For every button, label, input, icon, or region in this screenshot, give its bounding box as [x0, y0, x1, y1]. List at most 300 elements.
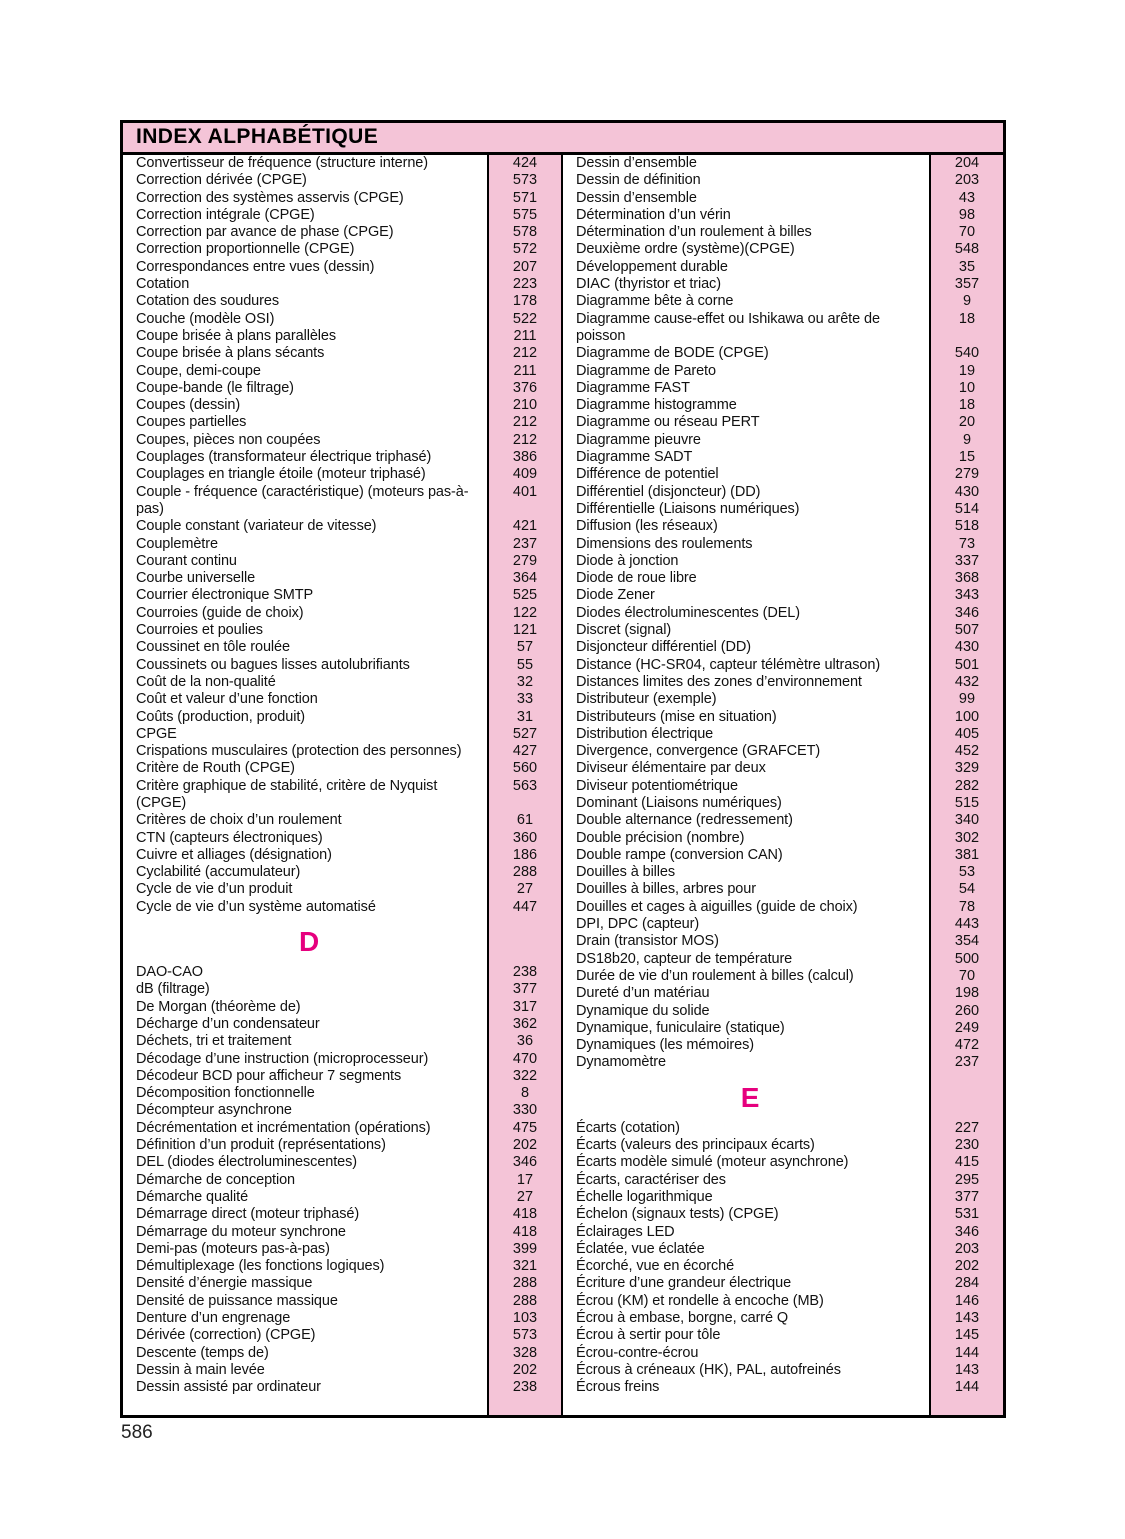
entry-text: Différentielle (Liaisons numériques): [576, 500, 800, 517]
index-entry-row: [563, 1293, 1003, 1310]
entry-page-number: 19: [929, 363, 1003, 380]
entry-page-number: 9: [929, 432, 1003, 449]
entry-page-number: 362: [487, 1016, 563, 1033]
entry-page-number: 507: [929, 622, 1003, 639]
index-entry-row: [563, 1054, 1003, 1071]
index-entry-row: [123, 981, 563, 998]
index-entry-row: [123, 605, 563, 622]
entry-text: Diagramme bête à corne: [576, 293, 734, 310]
entry-page-number: 443: [929, 916, 1003, 933]
entry-text: Diagramme histogramme: [576, 397, 737, 414]
index-entry-row: [563, 380, 1003, 397]
index-entry-row: [563, 1241, 1003, 1258]
index-entry-row: [563, 1137, 1003, 1154]
index-entry-row: [123, 743, 563, 760]
entry-text: Échelle logarithmique: [576, 1188, 713, 1205]
entry-text: Couche (modèle OSI): [136, 310, 275, 327]
entry-page-number: 470: [487, 1051, 563, 1068]
entry-page-number: 35: [929, 259, 1003, 276]
entry-page-number: 9: [929, 293, 1003, 310]
index-entry-row: [563, 795, 1003, 812]
index-entry-row: [563, 1327, 1003, 1344]
index-entry-row: [563, 830, 1003, 847]
entry-page-number: 43: [929, 190, 1003, 207]
index-entry-row: [123, 449, 563, 466]
entry-text: Courrier électronique SMTP: [136, 587, 314, 604]
index-entry-row: [563, 778, 1003, 795]
entry-text: Décodeur BCD pour afficheur 7 segments: [136, 1067, 402, 1084]
entry-text: Écarts modèle simulé (moteur asynchrone): [576, 1154, 849, 1171]
entry-text: Critères de choix d’un roulement: [136, 812, 342, 829]
entry-text: Coupes partielles: [136, 414, 247, 431]
entry-page-number: 288: [487, 1293, 563, 1310]
column-filler: [123, 1396, 563, 1415]
entry-page-number: 337: [929, 553, 1003, 570]
entry-text: Éclatée, vue éclatée: [576, 1240, 705, 1257]
index-entry-row: [563, 587, 1003, 604]
index-columns: [123, 155, 1003, 1415]
index-entry-row: [123, 293, 563, 310]
entry-text: Écorché, vue en écorché: [576, 1258, 735, 1275]
index-entry-row: [563, 726, 1003, 743]
entry-text: Diode à jonction: [576, 552, 679, 569]
entry-page-number: 212: [487, 432, 563, 449]
entry-page-number: 57: [487, 639, 563, 656]
entry-page-number: 144: [929, 1345, 1003, 1362]
entry-text: Diagramme de BODE (CPGE): [576, 345, 769, 362]
index-entry-row: [563, 259, 1003, 276]
index-entry-row: [123, 760, 563, 777]
index-entry-row: [563, 709, 1003, 726]
index-entry-row: [123, 224, 563, 241]
entry-page-number: 447: [487, 899, 563, 916]
index-entry-row: [563, 691, 1003, 708]
entry-text: Diffusion (les réseaux): [576, 518, 718, 535]
index-entry-row: [123, 518, 563, 535]
entry-text: Écriture d’une grandeur électrique: [576, 1275, 792, 1292]
entry-page-number: 202: [929, 1258, 1003, 1275]
entry-text: Dynamique du solide: [576, 1002, 710, 1019]
index-entry-row: [563, 241, 1003, 258]
entry-page-number: 346: [487, 1154, 563, 1171]
entry-page-number: 223: [487, 276, 563, 293]
index-entry-row: [563, 345, 1003, 362]
entry-text: Diagramme ou réseau PERT: [576, 414, 760, 431]
index-entry-row: [123, 363, 563, 380]
index-entry-row: [123, 657, 563, 674]
entry-text: Décharge d’un condensateur: [136, 1015, 320, 1032]
index-entry-row: [123, 207, 563, 224]
entry-text: Disjoncteur différentiel (DD): [576, 639, 751, 656]
entry-text: Douilles et cages à aiguilles (guide de choix): [576, 898, 858, 915]
entry-text: Démarche qualité: [136, 1188, 249, 1205]
entry-page-number: 401: [487, 484, 563, 519]
index-entry-row: [123, 709, 563, 726]
entry-page-number: 514: [929, 501, 1003, 518]
index-entry-row: [123, 1310, 563, 1327]
index-entry-row: [123, 414, 563, 431]
entry-page-number: 515: [929, 795, 1003, 812]
entry-text: CTN (capteurs électroniques): [136, 829, 323, 846]
index-entry-row: [563, 190, 1003, 207]
entry-text: Deuxième ordre (système)(CPGE): [576, 241, 795, 258]
index-entry-row: [123, 397, 563, 414]
entry-text: Douilles à billes, arbres pour: [576, 881, 756, 898]
entry-page-number: 357: [929, 276, 1003, 293]
index-entry-row: [123, 1033, 563, 1050]
entry-text: Décrémentation et incrémentation (opérations): [136, 1119, 431, 1136]
index-entry-row: [563, 605, 1003, 622]
index-entry-row: [123, 1120, 563, 1137]
entry-page-number: 377: [929, 1189, 1003, 1206]
index-entry-row: [563, 536, 1003, 553]
entry-page-number: 178: [487, 293, 563, 310]
index-entry-row: [563, 484, 1003, 501]
entry-page-number: 288: [487, 1275, 563, 1292]
entry-page-number: 36: [487, 1033, 563, 1050]
entry-text: Couplages en triangle étoile (moteur triphasé): [136, 466, 426, 483]
index-entry-row: [563, 1206, 1003, 1223]
entry-text: Écrou (KM) et rondelle à encoche (MB): [576, 1292, 824, 1309]
entry-text: Denture d’un engrenage: [136, 1310, 291, 1326]
index-entry-row: [123, 691, 563, 708]
index-entry-row: [123, 999, 563, 1016]
entry-page-number: 249: [929, 1020, 1003, 1037]
entry-page-number: 572: [487, 241, 563, 258]
index-entry-row: [563, 466, 1003, 483]
index-entry-row: [563, 570, 1003, 587]
entry-text: Coupes (dessin): [136, 397, 241, 414]
index-entry-row: [123, 1275, 563, 1292]
entry-text: Décodage d’une instruction (microprocesseur): [136, 1050, 429, 1067]
entry-text: Correction proportionnelle (CPGE): [136, 241, 355, 258]
index-entry-row: [123, 1137, 563, 1154]
entry-page-number: 540: [929, 345, 1003, 362]
entry-page-number: 386: [487, 449, 563, 466]
entry-page-number: 329: [929, 760, 1003, 777]
index-title: INDEX ALPHABÉTIQUE: [123, 123, 1003, 155]
entry-page-number: 346: [929, 605, 1003, 622]
entry-text: Écrous freins: [576, 1379, 660, 1396]
entry-page-number: 527: [487, 726, 563, 743]
entry-page-number: 144: [929, 1379, 1003, 1396]
index-entry-row: [563, 414, 1003, 431]
section-header-cell: [123, 916, 487, 964]
index-entry-row: [123, 812, 563, 829]
index-entry-row: [123, 899, 563, 916]
entry-text: Dynamiques (les mémoires): [576, 1037, 754, 1054]
entry-page-number: 575: [487, 207, 563, 224]
entry-page-number: 472: [929, 1037, 1003, 1054]
entry-text: Développement durable: [576, 258, 728, 275]
entry-text: Descente (temps de): [136, 1344, 269, 1361]
entry-text: Distribution électrique: [576, 725, 714, 742]
entry-text: Divergence, convergence (GRAFCET): [576, 743, 821, 760]
entry-page-number: 427: [487, 743, 563, 760]
index-entry-row: [563, 1003, 1003, 1020]
entry-text: Discret (signal): [576, 622, 672, 639]
index-entry-row: [563, 1154, 1003, 1171]
entry-page-number: 573: [487, 1327, 563, 1344]
entry-page-number: 61: [487, 812, 563, 829]
entry-text: DIAC (thyristor et triac): [576, 276, 721, 293]
entry-page-number: 10: [929, 380, 1003, 397]
entry-page-number: 518: [929, 518, 1003, 535]
index-entry-row: [123, 380, 563, 397]
entry-page-number: 203: [929, 172, 1003, 189]
entry-text: CPGE: [136, 725, 177, 742]
entry-page-number: 204: [929, 155, 1003, 172]
entry-page-number: 563: [487, 778, 563, 813]
index-entry-row: [563, 293, 1003, 310]
entry-page-number: 32: [487, 674, 563, 691]
entry-text: Double rampe (conversion CAN): [576, 846, 783, 863]
index-entry-row: [563, 1362, 1003, 1379]
index-entry-row: [563, 951, 1003, 968]
entry-text: Décompteur asynchrone: [136, 1102, 292, 1119]
entry-text: Déchets, tri et traitement: [136, 1033, 292, 1050]
page-number-strip-cell: [487, 916, 563, 964]
entry-text: Décomposition fonctionnelle: [136, 1085, 315, 1102]
entry-page-number: 295: [929, 1172, 1003, 1189]
index-entry-row: [563, 276, 1003, 293]
entry-page-number: 415: [929, 1154, 1003, 1171]
index-entry-row: [123, 1206, 563, 1223]
entry-text: Diode Zener: [576, 587, 655, 604]
index-entry-row: [123, 1102, 563, 1119]
entry-page-number: 430: [929, 639, 1003, 656]
index-entry-row: [563, 1224, 1003, 1241]
index-entry-row: [123, 553, 563, 570]
entry-text: Coupe brisée à plans parallèles: [136, 327, 337, 344]
entry-page-number: 8: [487, 1085, 563, 1102]
entry-page-number: 409: [487, 466, 563, 483]
index-entry-row: [563, 1275, 1003, 1292]
section-header-row: [563, 1072, 1003, 1120]
entry-text: Détermination d’un vérin: [576, 206, 731, 223]
entry-page-number: 418: [487, 1206, 563, 1223]
index-entry-row: [563, 1037, 1003, 1054]
entry-text: Couple - fréquence (caractéristique) (moteurs pas-à-pas): [136, 483, 469, 517]
entry-page-number: 53: [929, 864, 1003, 881]
index-entry-row: [563, 1189, 1003, 1206]
entry-text: Couple constant (variateur de vitesse): [136, 518, 377, 535]
entry-page-number: 322: [487, 1068, 563, 1085]
index-entry-row: [123, 1051, 563, 1068]
index-entry-row: [563, 847, 1003, 864]
entry-text: Demi-pas (moteurs pas-à-pas): [136, 1240, 330, 1257]
entry-page-number: 317: [487, 999, 563, 1016]
entry-page-number: 360: [487, 830, 563, 847]
entry-page-number: 227: [929, 1120, 1003, 1137]
entry-text: Critère de Routh (CPGE): [136, 760, 295, 777]
index-entry-row: [563, 432, 1003, 449]
entry-page-number: 78: [929, 899, 1003, 916]
entry-page-number: 522: [487, 311, 563, 328]
entry-page-number: 368: [929, 570, 1003, 587]
entry-text: Critère graphique de stabilité, critère de Nyquist (CPGE): [136, 777, 438, 811]
entry-text: Double alternance (redressement): [576, 812, 793, 829]
entry-page-number: 500: [929, 951, 1003, 968]
entry-text: Couplemètre: [136, 535, 218, 552]
entry-text: Diagramme pieuvre: [576, 431, 701, 448]
entry-text: Coupe brisée à plans sécants: [136, 345, 325, 362]
entry-text: Coussinets ou bagues lisses autolubrifiants: [136, 656, 410, 673]
entry-text: Courbe universelle: [136, 570, 256, 587]
entry-page-number: 346: [929, 1224, 1003, 1241]
entry-text: Couplages (transformateur électrique triphasé): [136, 449, 432, 466]
index-entry-row: [563, 1310, 1003, 1327]
entry-page-number: 238: [487, 964, 563, 981]
entry-page-number: 237: [929, 1054, 1003, 1071]
entry-page-number: 207: [487, 259, 563, 276]
index-entry-row: [563, 449, 1003, 466]
filler-strip-cell: [487, 1396, 563, 1415]
entry-text: De Morgan (théorème de): [136, 998, 301, 1015]
entry-page-number: 279: [487, 553, 563, 570]
entry-page-number: 501: [929, 657, 1003, 674]
entry-text: Coupes, pièces non coupées: [136, 431, 321, 448]
entry-page-number: 452: [929, 743, 1003, 760]
entry-text: Durée de vie d’un roulement à billes (calcul): [576, 967, 854, 984]
entry-page-number: 354: [929, 933, 1003, 950]
index-entry-row: [563, 311, 1003, 346]
entry-text: Écrou à embase, borgne, carré Q: [576, 1310, 789, 1326]
index-entry-row: [123, 311, 563, 328]
index-entry-row: [563, 172, 1003, 189]
entry-page-number: 525: [487, 587, 563, 604]
entry-page-number: 548: [929, 241, 1003, 258]
entry-text: Éclairages LED: [576, 1223, 675, 1240]
entry-text: Diode de roue libre: [576, 570, 697, 587]
index-entry-row: [123, 1327, 563, 1344]
entry-text: Coussinet en tôle roulée: [136, 639, 290, 656]
entry-text: Dessin à main levée: [136, 1361, 265, 1378]
index-entry-row: [563, 657, 1003, 674]
entry-text: Cyclabilité (accumulateur): [136, 864, 301, 881]
entry-page-number: 328: [487, 1345, 563, 1362]
entry-text: Dessin d’ensemble: [576, 189, 697, 206]
index-entry-row: [563, 1258, 1003, 1275]
entry-page-number: 211: [487, 328, 563, 345]
index-entry-row: [123, 345, 563, 362]
entry-page-number: 343: [929, 587, 1003, 604]
entry-text: Correction intégrale (CPGE): [136, 206, 315, 223]
index-entry-row: [123, 259, 563, 276]
entry-text: Diviseur potentiométrique: [576, 777, 738, 794]
index-entry-row: [123, 587, 563, 604]
entry-page-number: 399: [487, 1241, 563, 1258]
index-entry-row: [123, 1154, 563, 1171]
entry-text: Dominant (Liaisons numériques): [576, 794, 782, 811]
entry-page-number: 73: [929, 536, 1003, 553]
index-entry-row: [563, 1120, 1003, 1137]
entry-page-number: 33: [487, 691, 563, 708]
index-entry-row: [563, 363, 1003, 380]
index-entry-row: [123, 466, 563, 483]
entry-page-number: 279: [929, 466, 1003, 483]
entry-page-number: 210: [487, 397, 563, 414]
entry-text: Double précision (nombre): [576, 829, 745, 846]
entry-page-number: 381: [929, 847, 1003, 864]
entry-text: Écarts, caractériser des: [576, 1171, 726, 1188]
index-entry-row: [123, 1241, 563, 1258]
entry-text: Diviseur élémentaire par deux: [576, 760, 766, 777]
entry-text: Densité d’énergie massique: [136, 1275, 313, 1292]
index-entry-row: [563, 553, 1003, 570]
entry-text: Dimensions des roulements: [576, 535, 753, 552]
entry-text: Dessin assisté par ordinateur: [136, 1379, 321, 1396]
entry-text: Diagramme SADT: [576, 449, 693, 466]
index-entry-row: [563, 1020, 1003, 1037]
entry-page-number: 531: [929, 1206, 1003, 1223]
entry-page-number: 27: [487, 1189, 563, 1206]
index-entry-row: [563, 760, 1003, 777]
entry-page-number: 122: [487, 605, 563, 622]
entry-page-number: 418: [487, 1224, 563, 1241]
entry-page-number: 282: [929, 778, 1003, 795]
filler-text-cell: [123, 1396, 487, 1415]
index-entry-row: [123, 1362, 563, 1379]
index-entry-row: [123, 1293, 563, 1310]
entry-page-number: 70: [929, 224, 1003, 241]
index-entry-row: [563, 518, 1003, 535]
entry-text: Démultiplexage (les fonctions logiques): [136, 1258, 385, 1275]
index-entry-row: [123, 1016, 563, 1033]
entry-text: Diagramme de Pareto: [576, 362, 716, 379]
entry-text: Différentiel (disjoncteur) (DD): [576, 483, 761, 500]
index-entry-row: [123, 484, 563, 519]
entry-text: Drain (transistor MOS): [576, 933, 719, 950]
index-entry-row: [123, 1085, 563, 1102]
index-entry-row: [123, 847, 563, 864]
entry-text: Distances limites des zones d’environnement: [576, 673, 862, 690]
index-entry-row: [563, 933, 1003, 950]
entry-page-number: 432: [929, 674, 1003, 691]
entry-page-number: 421: [487, 518, 563, 535]
entry-page-number: 405: [929, 726, 1003, 743]
entry-page-number: 186: [487, 847, 563, 864]
section-letter: E: [740, 1081, 760, 1113]
entry-text: Dérivée (correction) (CPGE): [136, 1327, 316, 1344]
entry-page-number: 143: [929, 1362, 1003, 1379]
entry-text: Distributeurs (mise en situation): [576, 708, 777, 725]
entry-page-number: 198: [929, 985, 1003, 1002]
index-entry-row: [123, 1224, 563, 1241]
index-entry-row: [563, 864, 1003, 881]
entry-text: Diagramme FAST: [576, 379, 690, 396]
index-entry-row: [563, 501, 1003, 518]
index-entry-row: [563, 916, 1003, 933]
index-entry-row: [123, 881, 563, 898]
entry-page-number: 260: [929, 1003, 1003, 1020]
entry-page-number: 475: [487, 1120, 563, 1137]
entry-page-number: 145: [929, 1327, 1003, 1344]
entry-text: Dureté d’un matériau: [576, 985, 710, 1002]
entry-text: DEL (diodes électroluminescentes): [136, 1154, 358, 1171]
entry-page-number: 238: [487, 1379, 563, 1396]
entry-text: Crispations musculaires (protection des personnes): [136, 743, 462, 760]
entry-page-number: 288: [487, 864, 563, 881]
entry-page-number: 146: [929, 1293, 1003, 1310]
entry-page-number: 578: [487, 224, 563, 241]
entry-text: Convertisseur de fréquence (structure interne): [136, 155, 428, 171]
entry-page-number: 284: [929, 1275, 1003, 1292]
entry-text: Correspondances entre vues (dessin): [136, 258, 375, 275]
index-entry-row: [563, 881, 1003, 898]
entry-text: Courroies (guide de choix): [136, 604, 304, 621]
entry-page-number: 211: [487, 363, 563, 380]
